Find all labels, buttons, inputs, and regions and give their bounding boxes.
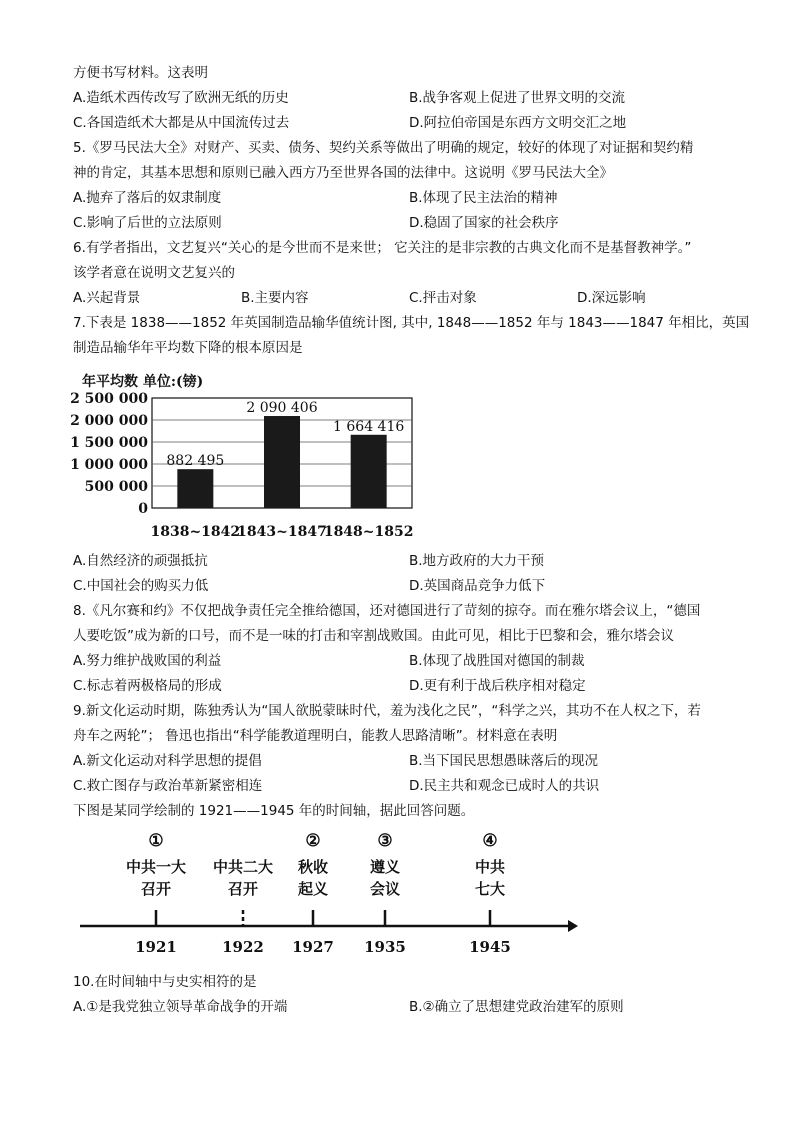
q8-stem-line2: 人要吃饭”成为新的口号，而不是一味的打击和宰割战败国。由此可见，相比于巴黎和会，雅尔塔会议	[73, 628, 674, 644]
q7-option-b[interactable]: B.地方政府的大力干预	[409, 553, 545, 569]
q6-stem-line2: 该学者意在说明文艺复兴的	[73, 265, 235, 281]
timeline-event-marker: ②	[305, 831, 321, 851]
chart-value-label: 882 495	[166, 453, 225, 470]
timeline-event-marker: ④	[482, 831, 498, 851]
timeline-event-label: 中共一大	[125, 858, 187, 876]
export-bar-chart	[70, 366, 420, 542]
q10-option-a[interactable]: A.①是我党独立领导革命战争的开端	[73, 999, 288, 1015]
timeline-event-label: 中共	[474, 858, 506, 876]
q6-option-a[interactable]: A.兴起背景	[73, 290, 141, 306]
chart-ytick-label: 2 500 000	[70, 391, 148, 407]
chart-xtick-label: 1848~1852	[323, 524, 414, 540]
q10-stem: 10.在时间轴中与史实相符的是	[73, 974, 257, 990]
q6-stem-line1: 6.有学者指出，文艺复兴“关心的是今世而不是来世； 它关注的是非宗教的古典文化而不是基督教神学。”	[73, 240, 692, 256]
timeline-event-label: 中共二大	[212, 858, 274, 876]
timeline-event-marker: ①	[148, 831, 164, 851]
timeline-year-label: 1922	[222, 938, 264, 956]
timeline-arrowhead	[568, 920, 578, 932]
q4-stem-tail: 方便书写材料。这表明	[73, 65, 208, 81]
q9-option-d[interactable]: D.民主共和观念已成时人的共识	[409, 778, 600, 794]
q7-option-c[interactable]: C.中国社会的购买力低	[73, 578, 209, 594]
q5-stem-line1: 5.《罗马民法大全》对财产、买卖、债务、契约关系等做出了明确的规定，较好的体现了对证据和契约精	[73, 140, 694, 156]
chart-ytick-label: 2 000 000	[70, 413, 148, 429]
timeline-year-label: 1927	[292, 938, 334, 956]
q7-stem-line1: 7.下表是 1838——1852 年英国制造品输华值统计图, 其中, 1848——1852 年与 1843——1847 年相比，英国	[73, 315, 750, 331]
chart-bar	[177, 469, 213, 508]
timeline-event-label: 遵义	[369, 858, 401, 876]
q4-option-b[interactable]: B.战争客观上促进了世界文明的交流	[409, 90, 626, 106]
q7-option-a[interactable]: A.自然经济的顽强抵抗	[73, 553, 208, 569]
chart-ytick-label: 500 000	[84, 479, 148, 495]
q8-option-b[interactable]: B.体现了战胜国对德国的制裁	[409, 653, 585, 669]
chart-value-label: 1 664 416	[333, 418, 405, 435]
q8-option-a[interactable]: A.努力维护战败国的利益	[73, 653, 222, 669]
timeline-event-label: 起义	[297, 880, 329, 898]
chart-bar	[264, 416, 300, 508]
q9-option-a[interactable]: A.新文化运动对科学思想的提倡	[73, 753, 262, 769]
q9-option-c[interactable]: C.救亡图存与政治革新紧密相连	[73, 778, 263, 794]
q7-option-d[interactable]: D.英国商品竞争力低下	[409, 578, 546, 594]
timeline-event-label: 召开	[227, 880, 259, 898]
q9-option-b[interactable]: B.当下国民思想愚昧落后的现况	[409, 753, 599, 769]
timeline-event-label: 七大	[474, 880, 506, 898]
timeline-event-marker: ③	[377, 831, 393, 851]
chart-xtick-label: 1843~1847	[237, 524, 327, 540]
timeline-event-label: 召开	[140, 880, 172, 898]
timeline-year-label: 1921	[135, 938, 177, 956]
q7-stem-line2: 制造品输华年平均数下降的根本原因是	[73, 340, 303, 356]
q5-option-b[interactable]: B.体现了民主法治的精神	[409, 190, 558, 206]
q9-stem-line1: 9.新文化运动时期，陈独秀认为“国人欲脱蒙昧时代，羞为浅化之民”，“科学之兴，其功不在人权之下，若	[73, 703, 701, 719]
q4-option-a[interactable]: A.造纸术西传改写了欧洲无纸的历史	[73, 90, 289, 106]
q9-stem-line2: 舟车之两轮”； 鲁迅也指出“科学能教道理明白，能教人思路清晰”。材料意在表明	[73, 728, 558, 744]
q8-stem-line1: 8.《凡尔赛和约》不仅把战争责任完全推给德国，还对德国进行了苛刻的掠夺。而在雅尔塔会议上，“德国	[73, 603, 701, 619]
timeline-event-label: 会议	[369, 880, 401, 898]
chart-value-label: 2 090 406	[246, 400, 318, 417]
q10-option-b[interactable]: B.②确立了思想建党政治建军的原则	[409, 999, 624, 1015]
timeline-diagram	[70, 826, 590, 966]
q6-option-c[interactable]: C.抨击对象	[409, 290, 477, 306]
timeline-intro: 下图是某同学绘制的 1921——1945 年的时间轴，据此回答问题。	[73, 803, 475, 819]
chart-bar	[351, 435, 387, 508]
q5-option-d[interactable]: D.稳固了国家的社会秩序	[409, 215, 559, 231]
timeline-year-label: 1945	[469, 938, 511, 956]
q5-option-a[interactable]: A.抛弃了落后的奴隶制度	[73, 190, 222, 206]
q6-option-d[interactable]: D.深远影响	[577, 290, 646, 306]
chart-ytick-label: 1 500 000	[70, 435, 148, 451]
q6-option-b[interactable]: B.主要内容	[241, 290, 309, 306]
q4-option-d[interactable]: D.阿拉伯帝国是东西方文明交汇之地	[409, 115, 627, 131]
q5-stem-line2: 神的肯定，其基本思想和原则已融入西方乃至世界各国的法律中。这说明《罗马民法大全》	[73, 165, 613, 181]
chart-ytick-label: 0	[138, 501, 148, 517]
chart-xtick-label: 1838~1842	[150, 524, 241, 540]
chart-title: 年平均数 单位:(镑)	[82, 374, 204, 390]
timeline-year-label: 1935	[364, 938, 406, 956]
q4-option-c[interactable]: C.各国造纸术大都是从中国流传过去	[73, 115, 290, 131]
timeline-event-label: 秋收	[297, 858, 329, 876]
q5-option-c[interactable]: C.影响了后世的立法原则	[73, 215, 222, 231]
q8-option-d[interactable]: D.更有利于战后秩序相对稳定	[409, 678, 586, 694]
chart-ytick-label: 1 000 000	[70, 457, 148, 473]
q8-option-c[interactable]: C.标志着两极格局的形成	[73, 678, 222, 694]
